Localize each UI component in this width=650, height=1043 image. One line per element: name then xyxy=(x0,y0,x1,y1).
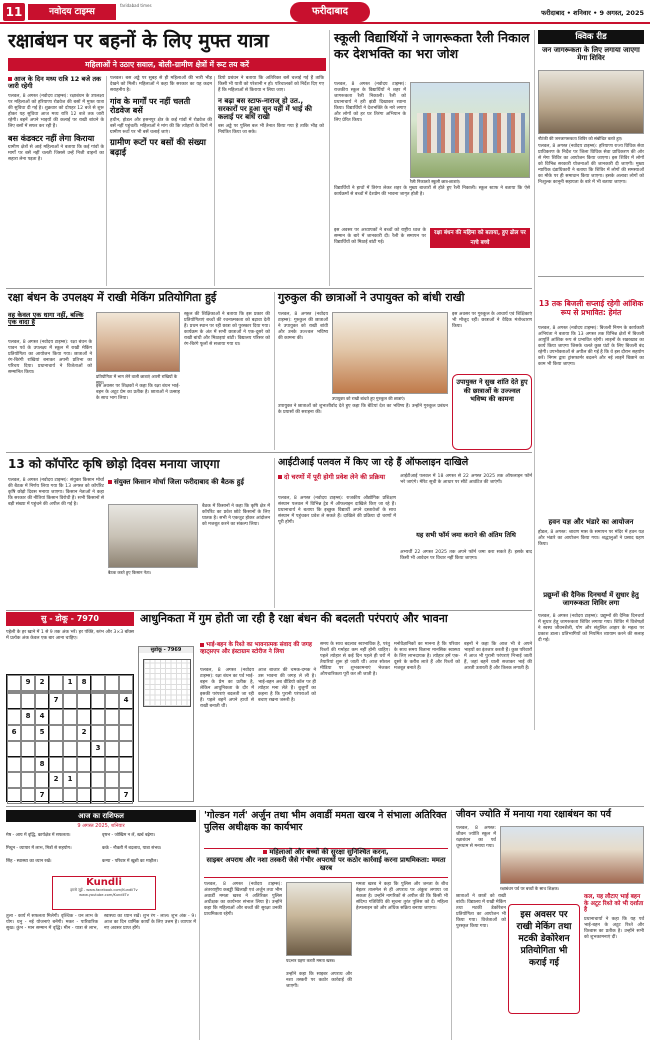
sudoku-cell xyxy=(77,772,91,788)
iti-sub2: यह सभी फॉर्म जमा कराने की अंतिम तिथि xyxy=(416,531,516,539)
sudoku-cell xyxy=(105,725,119,741)
gurukul-photo xyxy=(332,312,448,394)
sudoku-cell: 4 xyxy=(119,693,133,709)
jeevan-caption: रक्षाबंधन पर्व पर बच्चों के साथ शिक्षक। xyxy=(500,886,560,891)
sudoku-cell: 3 xyxy=(91,741,105,757)
horoscope-item: मेष - आय में वृद्धि, कार्यक्षेत्र में सफलता। xyxy=(6,833,71,838)
sudoku-cell xyxy=(7,675,21,691)
sudoku-cell xyxy=(21,772,35,788)
sudoku-cell xyxy=(7,788,21,804)
horoscope-item: वृषभ - जोखिम न लें, खर्च बढ़ेगा। xyxy=(102,833,156,838)
modern-headline: आधुनिकता में गुम होती जा रही है रक्षा बंधन की बदलती परंपराएं और भावना xyxy=(140,612,448,625)
horoscope-item: कन्या - परिवार में खुशी का माहौल। xyxy=(102,859,158,864)
sudoku-cell xyxy=(91,772,105,788)
sudoku-cell xyxy=(105,788,119,804)
sudoku-cell: 8 xyxy=(21,709,35,725)
sudoku-cell xyxy=(21,741,35,757)
sudoku-solution: सुडोकू - 7969 xyxy=(138,646,194,802)
sudoku-cell xyxy=(7,772,21,788)
sudoku-cell: 7 xyxy=(119,788,133,804)
quick-h2: 13 तक बिजली सप्लाई रहेगी आंशिक रूप से प्रभावित: हेमंत xyxy=(538,299,644,317)
gurukul-headline: गुरुकुल की छात्राओं ने उपायुक्त को बांधी राखी xyxy=(278,291,465,304)
lead-side1: आज के दिन मध्य रात्रि 12 बजे तक जारी रहेगी xyxy=(8,75,102,91)
sudoku-cell xyxy=(105,741,119,757)
sudoku-cell xyxy=(7,757,21,773)
sudoku-cell xyxy=(119,757,133,773)
corporate-sub: संयुक्त किसान मोर्चा जिला फरीदाबाद की बैठक हुई xyxy=(108,478,270,502)
lead-col1-body: पलवल, 8 अगस्त (नवोदय टाइम्स): रक्षाबंधन के उपलक्ष्य पर महिलाओं को हरियाणा रोडवेज की बसों में मुफ्त यात्रा की सुविधा दी गई है। शुक्रवार को दोपहर 12 बजे से शुरू होकर यह सुविधा आज मध्य रात्रि 12 बजे तक जारी रहेगी। बहनें अपने भाइयों की कलाई पर राखी बांधने के लिए बसों में सफर कर रही हैं। xyxy=(8,93,104,129)
lead-side2: गांव के मार्गों पर नहीं चलती रोडवेज बसें xyxy=(110,97,191,116)
corporate-headline: 13 को कॉर्पोरेट कृषि छोड़ो दिवस मनाया जाएगा xyxy=(8,457,220,471)
sudoku-cell xyxy=(77,709,91,725)
sudoku-cell xyxy=(77,741,91,757)
sudoku-cell: 1 xyxy=(63,675,77,691)
sudoku-cell xyxy=(105,709,119,725)
quick-h3: हवन यज्ञ और भंडारे का आयोजन xyxy=(548,518,634,526)
sudoku-cell: 7 xyxy=(49,693,63,709)
sudoku-cell xyxy=(49,757,63,773)
lead-col2: पलवल। बस अड्डे पर सुबह से ही महिलाओं की भारी भीड़ देखने को मिली। महिलाओं ने कहा कि सरकार का यह कदम सराहनीय है। गांव के मार्गों पर नहीं चलती रोडवेज बसें हथीन, होडल और हसनपुर क्षेत्र के कई गांवों में रोडवेज की बसें नहीं पहुंचतीं। महिलाओं ने मांग की कि त्योहारों के दिनों में ग्रामीण रूटों पर भी बसें चलाई जाएं। ग्रामीण रूटों पर बसों की संख्या बढ़ाई xyxy=(110,76,212,159)
sudoku-cell xyxy=(91,725,105,741)
school-rally-photo xyxy=(410,82,530,178)
sudoku-cell xyxy=(21,725,35,741)
sudoku-cell xyxy=(119,709,133,725)
horoscope-list xyxy=(6,833,196,873)
sudoku-cell xyxy=(7,709,21,725)
issue-date: फरीदाबाद • शनिवार • 9 अगस्त, 2025 xyxy=(541,9,644,17)
sudoku-cell xyxy=(105,757,119,773)
sudoku-cell: 8 xyxy=(35,757,49,773)
iti-headline: आईटीआई पलवल में किए जा रहे हैं ऑफलाइन दाखिले xyxy=(278,457,469,468)
sudoku-cell: 7 xyxy=(35,788,49,804)
sudoku-cell xyxy=(77,693,91,709)
sudoku-cell: 2 xyxy=(49,772,63,788)
horoscope-item: मिथुन - व्यापार में लाभ, मित्रों से सहयोग। xyxy=(6,846,72,851)
modern-sub: भाई-बहन के रिश्ते का भावनात्मक संवाद की जगह व्हाट्सएप और इंस्टाग्राम स्टोरीज ने लिया xyxy=(200,642,312,655)
horoscope-ad: Kundli हमसे जुड़ें - www.facebook.com/KundliTv www.youtube.com/KundliTv xyxy=(52,876,156,910)
quick-body: पलवल, 8 अगस्त (नवोदय टाइम्स): हरियाणा राज्य विधिक सेवा प्राधिकरण के निर्देश पर जिला विधिक सेवा प्राधिकरण की ओर से मेगा शिविर का आयोजन किया जाएगा। इस शिविर में लोगों को विभिन्न सरकारी योजनाओं की जानकारी दी जाएगी। मुख्य न्यायिक दंडाधिकारी ने बताया कि शिविर में लोगों की समस्याओं का मौके पर ही समाधान किया जाएगा। इसके अलावा लोगों को निःशुल्क कानूनी सहायता के बारे में भी बताया जाएगा। xyxy=(538,144,644,185)
rakhi-photo xyxy=(96,312,180,372)
quick-h4: प्रद्युम्नों की दैनिक दिनचर्या में सुधार हेतु जागरूकता शिविर लगा xyxy=(543,591,639,607)
sudoku-cell xyxy=(63,788,77,804)
sudoku-cell xyxy=(91,709,105,725)
horoscope-item: कर्क - नौकरी में बदलाव, यात्रा संभव। xyxy=(102,846,162,851)
sudoku-cell xyxy=(35,741,49,757)
school-headline: स्कूली विद्यार्थियों ने जागरूकता रैली निकाल कर देशभक्ति का भरा जोश xyxy=(334,30,530,61)
edition-label: faridabad times xyxy=(120,3,152,8)
lead-col3: डिपो प्रबंधन ने बताया कि अतिरिक्त बसें चलाई गई हैं ताकि किसी भी यात्री को परेशानी न हो। परिचालकों को निर्देश दिए गए हैं कि महिलाओं से किराया न लिया जाए। न बढ़ा बस स्टाफ-नाराज् हो उत., सरकारों पर हुआ सुन यहीं में भाई की कलाई पर बांधें राखी बस अड्डे पर पुलिस बल भी तैनात किया गया है ताकि भीड़ को नियंत्रित किया जा सके। xyxy=(218,76,324,136)
page-number: 11 xyxy=(3,3,25,21)
lead-side5: न बढ़ा बस स्टाफ-नाराज् हो उत., सरकारों पर हुआ सुन यहीं में भाई की कलाई पर बांधें राखी xyxy=(218,97,312,122)
quick-photo xyxy=(538,70,644,134)
sudoku-cell: 6 xyxy=(7,725,21,741)
sudoku-cell xyxy=(49,725,63,741)
sudoku-cell xyxy=(21,693,35,709)
quick-headline: जन जागरूकता के लिए लगाया जाएगा मेगा शिविर xyxy=(542,46,640,63)
school-callout: रक्षा बंधन की महिमा को बताया, हुए ढोल पर नाचे बच्चे xyxy=(430,228,530,248)
sudoku-cell: 9 xyxy=(21,675,35,691)
sudoku-cell xyxy=(91,757,105,773)
sudoku-cell xyxy=(49,788,63,804)
sudoku-cell xyxy=(63,741,77,757)
sudoku-grid xyxy=(6,674,134,802)
jeevan-callout: इस अवसर पर राखी मेकिंग तथा मटकी डेकोरेशन प्रतियोगिता भी कराई गई xyxy=(508,904,580,1014)
city-banner: फरीदाबाद xyxy=(290,2,370,22)
sudoku-cell xyxy=(91,675,105,691)
iti-sub: दो चरणों में पूरी होगी प्रवेश लेने की प्रक्रिया xyxy=(278,474,396,494)
sudoku-cell xyxy=(91,693,105,709)
sudoku-cell xyxy=(77,757,91,773)
jeevan-photo xyxy=(500,826,644,884)
jeevan-side: कल, यह लौटाए भाई बहन के अटूट रिश्ते को भी दर्शाता है प्रधानाचार्या ने कहा कि यह पर्व भाई-बहन के अटूट रिश्ते और विश्वास का प्रतीक है। उन्होंने सभी को शुभकामनाएं दीं। xyxy=(584,894,644,940)
gurukul-callout: उपायुक्त ने सुख शांति देते हुए की छात्राओं के उज्ज्वल भविष्य की कामना xyxy=(452,374,532,450)
sudoku-cell xyxy=(119,725,133,741)
golden-headline: 'गोल्डन गर्ल' अर्जुन तथा भीम अवार्डी ममता खरब ने संभाला अतिरिक्त पुलिस अधीक्षक का कार्यभार xyxy=(204,810,447,833)
jeevan-headline: जीवन ज्योति में मनाया गया रक्षाबंधन का पर्व xyxy=(456,809,612,820)
sudoku-cell xyxy=(105,693,119,709)
horoscope-item: सिंह - स्वास्थ्य का ध्यान रखें। xyxy=(6,859,52,864)
sudoku-cell xyxy=(21,757,35,773)
gurukul-caption: उपायुक्त को राखी बांधते हुए गुरुकुल की छात्राएं। xyxy=(332,396,406,401)
rakhi-sub: वह केवल एक धागा नहीं, बल्कि एक वादा है xyxy=(8,311,84,327)
sudoku-cell xyxy=(63,693,77,709)
lead-side3: बस कंडक्टर नहीं लेगा किराया xyxy=(8,133,95,143)
sudoku-cell xyxy=(49,675,63,691)
quick-read-label: क्विक रीड xyxy=(538,30,644,44)
sudoku-cell xyxy=(49,709,63,725)
masthead xyxy=(0,0,650,24)
sudoku-cell: 2 xyxy=(77,725,91,741)
sudoku-cell xyxy=(63,709,77,725)
sudoku-cell xyxy=(119,741,133,757)
sudoku-cell xyxy=(119,772,133,788)
horoscope-date: 9 अगस्त 2025, शनिवार xyxy=(77,823,125,829)
sudoku-cell xyxy=(7,741,21,757)
rakhi-caption: प्रतियोगिता में भाग लेने वाली छात्राएं अपनी राखियों के साथ। xyxy=(96,374,178,385)
lead-headline: रक्षाबंधन पर बहनों के लिए मुफ्त यात्रा xyxy=(8,30,269,52)
school-body-left: पलवल, 8 अगस्त (नवोदय टाइम्स): राजकीय स्कूल के विद्यार्थियों ने शहर में जागरूकता रैली निकाली। रैली को प्रधानाचार्य ने हरी झंडी दिखाकर रवाना किया। विद्यार्थियों ने देशभक्ति के नारे लगाए और लोगों को हर घर तिरंगा अभियान के लिए प्रेरित किया। xyxy=(334,82,406,123)
sudoku-cell xyxy=(21,788,35,804)
golden-sub: महिलाओं और बच्चों की सुरक्षा सुनिश्चित करना, साइबर अपराध और नशा तस्करी जैसे गंभीर अपराधों पर कठोर कार्रवाई करना प्राथमिकता: ममता खरब xyxy=(204,848,448,878)
sudoku-cell: 5 xyxy=(35,725,49,741)
sudoku-cell: 1 xyxy=(63,772,77,788)
sudoku-cell xyxy=(105,675,119,691)
sudoku-cell xyxy=(91,788,105,804)
horoscope-label: आज का राशिफल xyxy=(6,810,196,822)
school-photo-caption: रैली निकालते स्कूली छात्र-छात्राएं। xyxy=(410,179,461,184)
corporate-photo xyxy=(108,504,198,568)
lead-side4: ग्रामीण रूटों पर बसों की संख्या बढ़ाई xyxy=(110,138,206,159)
sudoku-cell xyxy=(105,772,119,788)
sudoku-cell xyxy=(7,693,21,709)
sudoku-cell xyxy=(77,788,91,804)
paper-logo: नवोदय टाइम्स xyxy=(28,4,116,20)
sudoku-cell: 4 xyxy=(35,709,49,725)
lead-strap: महिलाओं ने उठाए सवाल, बोली-ग्रामीण क्षेत्रों में रूट तय करें xyxy=(8,58,326,71)
sudoku-cell: 8 xyxy=(77,675,91,691)
sudoku-cell xyxy=(49,741,63,757)
lead-col1: आज के दिन मध्य रात्रि 12 बजे तक जारी रहेगी पलवल, 8 अगस्त (नवोदय टाइम्स): रक्षाबंधन के उपलक्ष्य पर महिलाओं को हरियाणा रोडवेज की बसों में मुफ्त यात्रा की सुविधा दी गई है। शुक्रवार को दोपहर 12 बजे से शुरू होकर यह सुविधा आज मध्य रात्रि 12 बजे तक जारी रहेगी। बहनें अपने भाइयों की कलाई पर राखी बांधने के लिए बसों में सफर कर रही हैं। बस कंडक्टर नहीं लेगा किराया ग्रामीण क्षेत्रों से आई महिलाओं ने बताया कि कई गांवों के मार्गों पर बसें नहीं चलती जिससे उन्हें निजी वाहनों का सहारा लेना पड़ता है। xyxy=(8,75,104,163)
sudoku-cell: 2 xyxy=(35,675,49,691)
sudoku-cell xyxy=(35,772,49,788)
sudoku-cell xyxy=(119,675,133,691)
quick-caption: नौटंकी की जनजागरूकता शिविर को संबोधित करते हुए। xyxy=(538,136,623,141)
golden-photo xyxy=(286,882,352,956)
sudoku-label: सु - डोकू - 7970 xyxy=(6,612,134,626)
school-body-lower: विद्यार्थियों ने हाथों में तिरंगा लेकर शहर के मुख्य बाजारों से होते हुए रैली निकाली। स्कूल स्टाफ ने बताया कि ऐसे कार्यक्रमों से बच्चों में देशप्रेम की भावना जागृत होती है। xyxy=(334,186,530,197)
rakhi-headline: रक्षा बंधन के उपलक्ष्य में राखी मेकिंग प्रतियोगिता हुई xyxy=(8,291,217,304)
sudoku-cell xyxy=(63,757,77,773)
sudoku-cell xyxy=(35,693,49,709)
corporate-caption: बैठक करते हुए किसान नेता। xyxy=(108,570,152,575)
golden-caption: पदभार ग्रहण करती ममता खरब। xyxy=(286,958,336,963)
sudoku-cell xyxy=(63,725,77,741)
